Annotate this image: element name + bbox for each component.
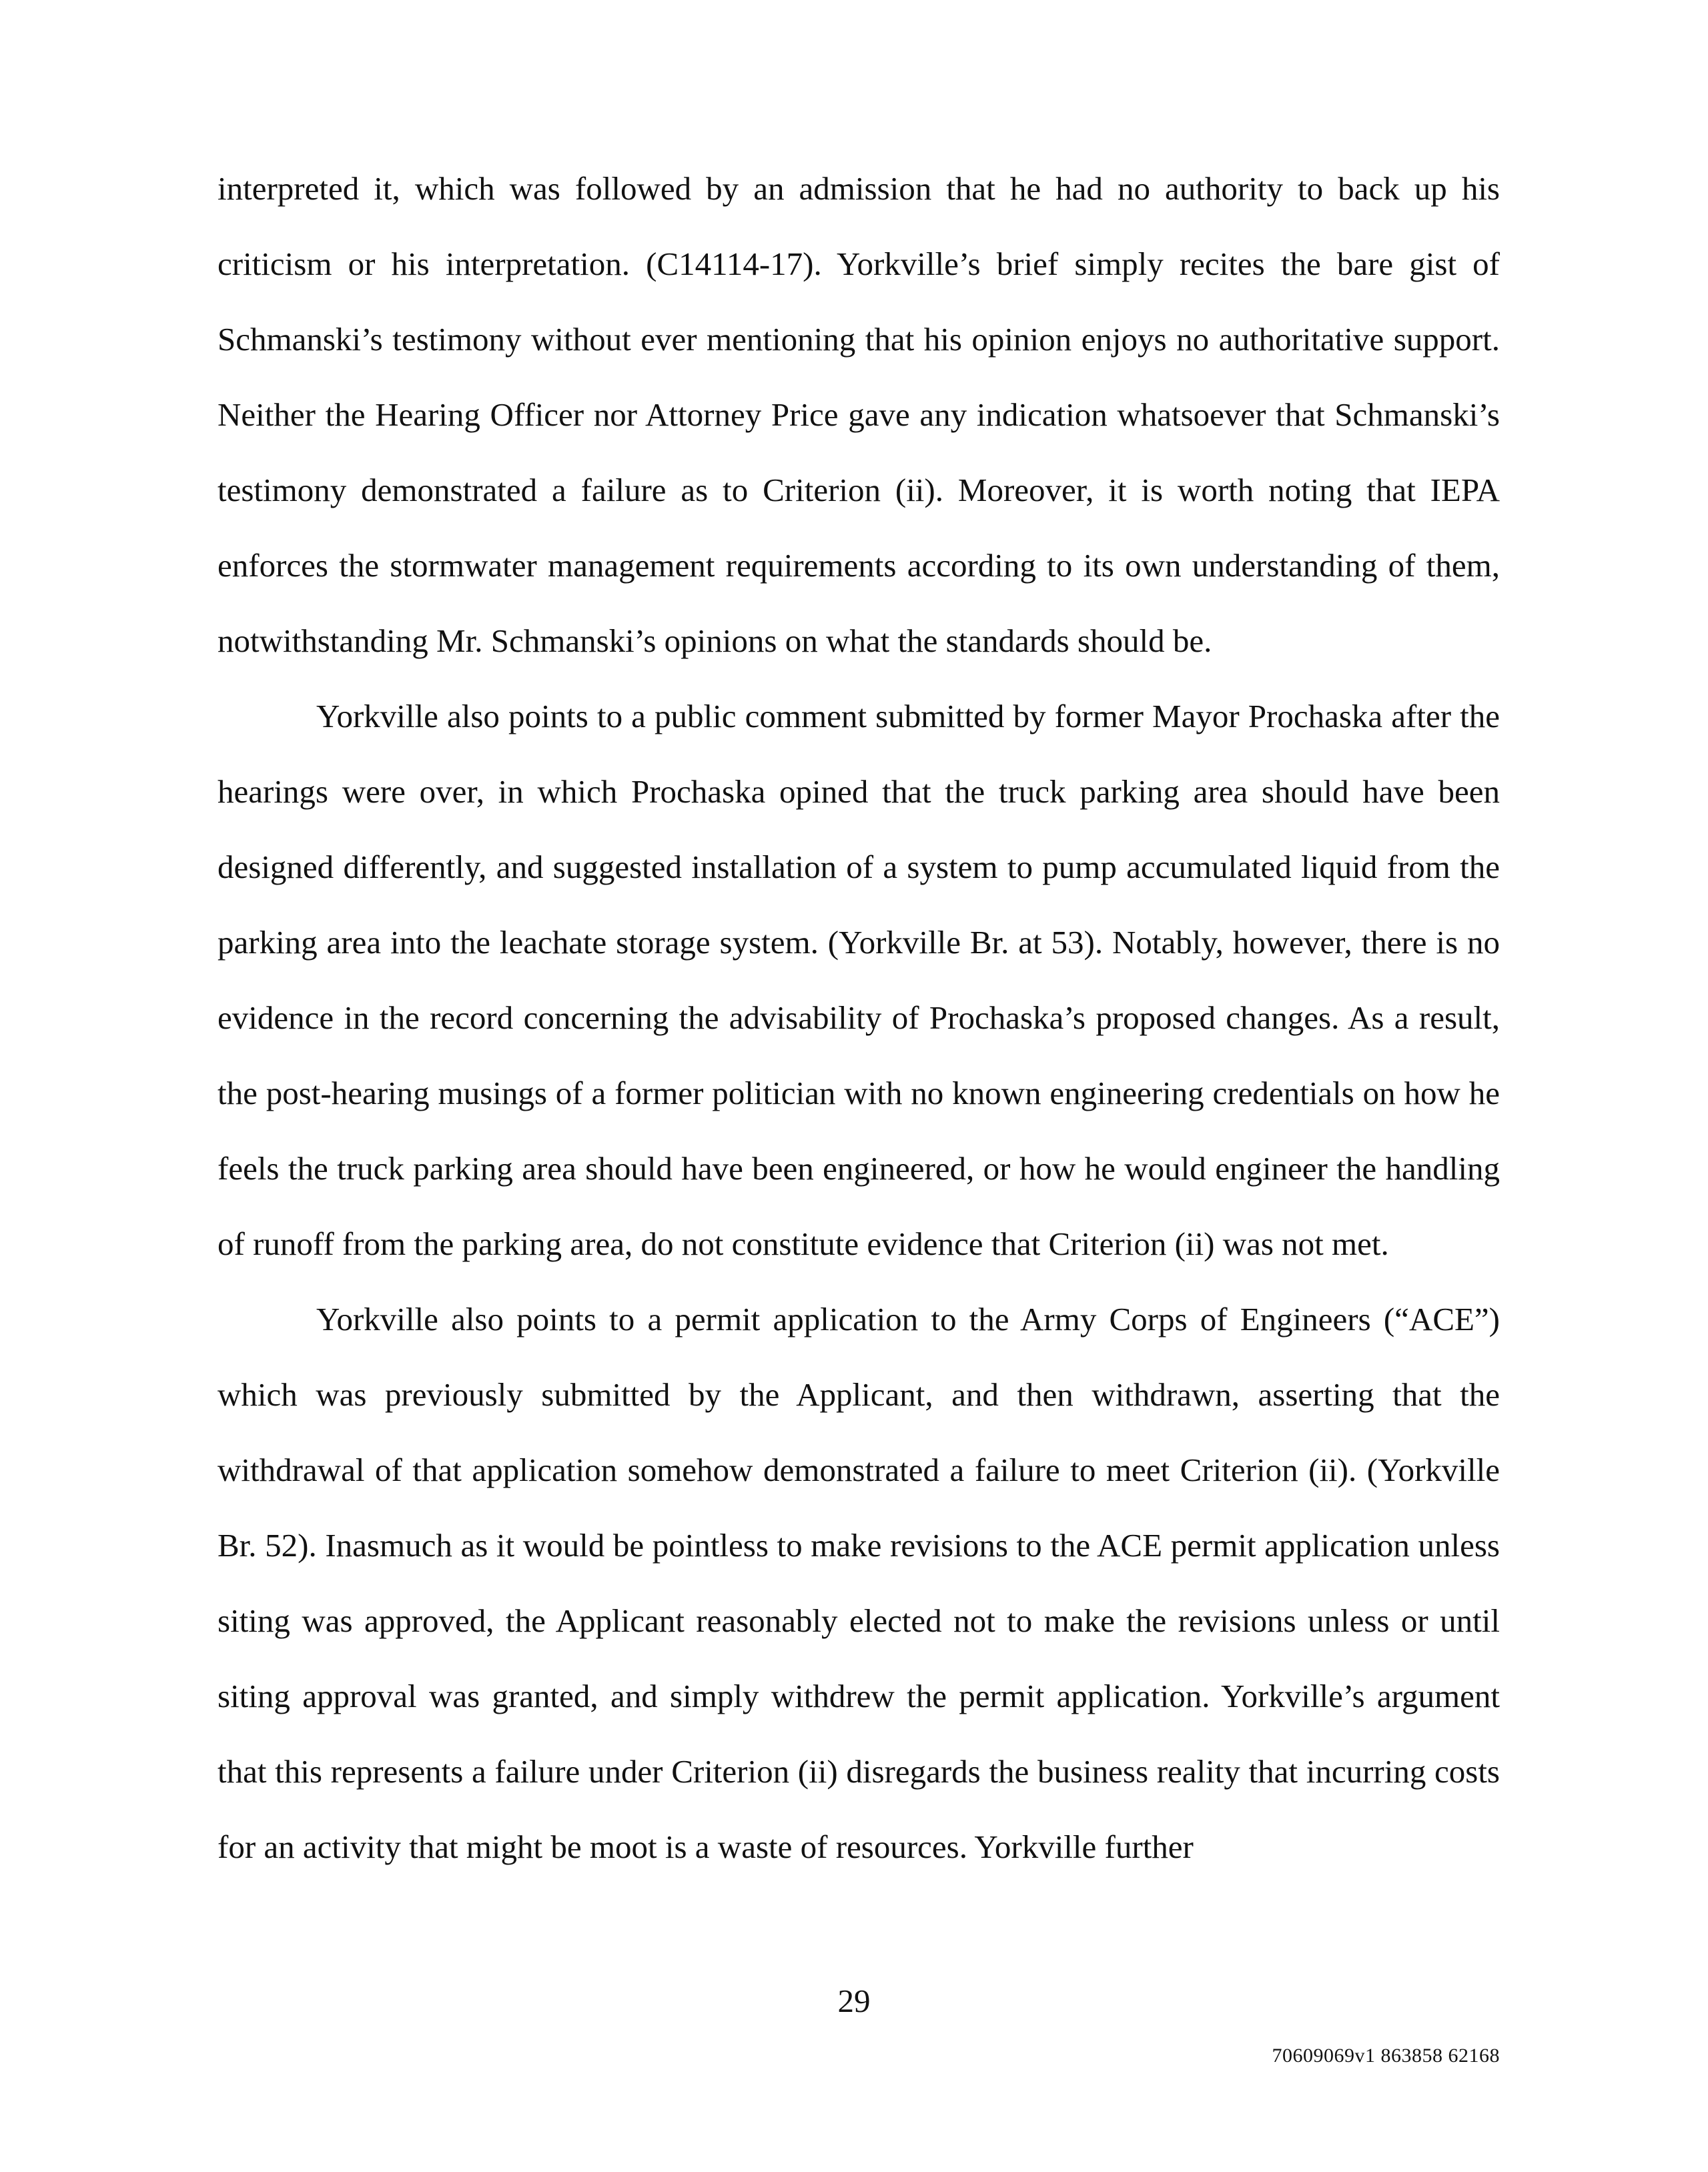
page-number: 29 bbox=[837, 1983, 871, 2019]
paragraph-continuation: interpreted it, which was followed by an admission that he had no authority to back up his criticism or his interpretation. (C14114-17). Yorkville’s brief simply recites the bare gist of Schmanski’s testimony without ever mentioning that his opinion enjoys no authoritative support. Neither the Hearing Officer nor Attorney Price gave any indication whatsoever that Schmanski’s testimony demonstrated a failure as to Criterion (ii). Moreover, it is worth noting that IEPA enforces the stormwater management requirements according to its own understanding of them, notwithstanding Mr. Schmanski’s opinions on what the standards should be. bbox=[218, 170, 1500, 659]
document-id-footer: 70609069v1 863858 62168 bbox=[1272, 2045, 1500, 2067]
paragraph-prochaska-comment: Yorkville also points to a public comment submitted by former Mayor Prochaska after the hearings were over, in which Prochaska opined that the truck parking area should have been designed differently, and suggested installation of a system to pump accumulated liquid from the parking area into the leachate storage system. (Yorkville Br. at 53). Notably, however, there is no evidence in the record concerning the advisability of Prochaska’s proposed changes. As a result, the post-hearing musings of a former politician with no known engineering credentials on how he feels the truck parking area should have been engineered, or how he would engineer the handling of runoff from the parking area, do not constitute evidence that Criterion (ii) was not met. bbox=[218, 698, 1500, 1262]
document-body bbox=[218, 151, 1500, 1884]
paragraph-ace-permit: Yorkville also points to a permit application to the Army Corps of Engineers (“ACE”) which was previously submitted by the Applicant, and then withdrawn, asserting that the withdrawal of that application somehow demonstrated a failure to meet Criterion (ii). (Yorkville Br. 52). Inasmuch as it would be pointless to make revisions to the ACE permit application unless siting was approved, the Applicant reasonably elected not to make the revisions unless or until siting approval was granted, and simply withdrew the permit application. Yorkville’s argument that this represents a failure under Criterion (ii) disregards the business reality that incurring costs for an activity that might be moot is a waste of resources. Yorkville further bbox=[218, 1301, 1500, 1865]
